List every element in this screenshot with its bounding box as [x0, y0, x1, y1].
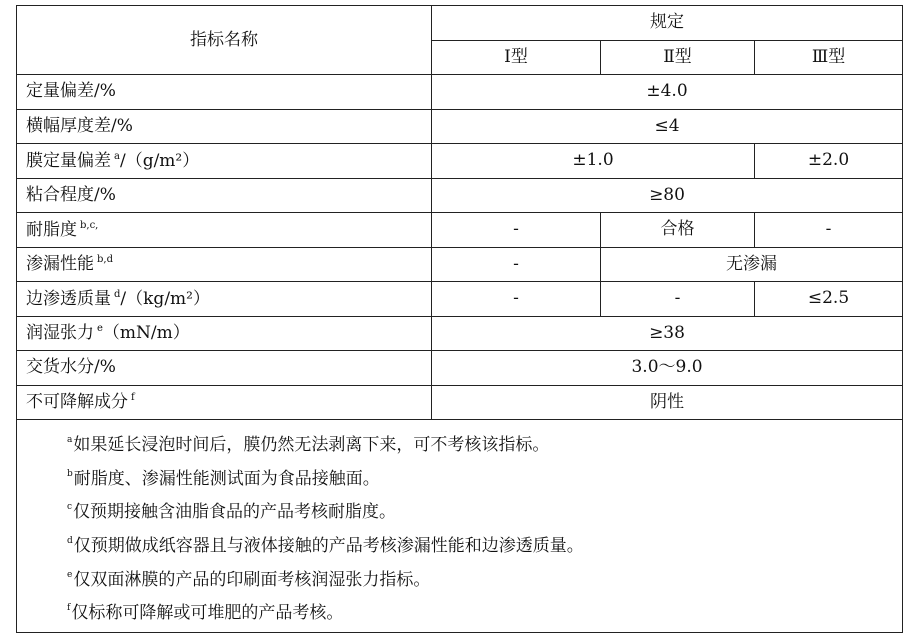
- row-name: 润湿张力: [26, 323, 94, 344]
- footnotes-row: [17, 420, 903, 633]
- row-name: 耐脂度: [26, 219, 77, 240]
- row-name: 边渗透质量: [26, 288, 111, 309]
- row-name-cell: [17, 144, 432, 179]
- row-value: 阴性: [432, 385, 903, 420]
- row-name: 膜定量偏差: [26, 150, 111, 171]
- footnote-mark: a: [67, 435, 73, 445]
- footnote: [67, 592, 902, 626]
- row-name: 不可降解成分: [26, 392, 128, 413]
- row-name-cell: [17, 385, 432, 420]
- footnote-mark: c: [67, 502, 73, 513]
- row-value-type-3: -: [755, 213, 903, 248]
- row-value-type-2: 合格: [601, 213, 755, 248]
- row-value: ≥80: [432, 178, 903, 213]
- table-row: [17, 144, 903, 179]
- row-name-cell: [17, 247, 432, 282]
- row-value: ≤4: [432, 109, 903, 144]
- footnote-mark: d: [67, 536, 73, 547]
- footnote: [67, 525, 902, 559]
- footnote-mark: b: [67, 468, 73, 479]
- footnote-mark: e: [67, 569, 73, 580]
- row-name-cell: [17, 316, 432, 351]
- header-spec-group: 规定: [432, 6, 903, 41]
- header-indicator-name: 指标名称: [17, 6, 432, 75]
- footnote-text: 仅预期接触含油脂食品的产品考核耐脂度。: [73, 502, 397, 523]
- table-row: [17, 247, 903, 282]
- spec-table: [16, 5, 903, 633]
- row-name: 渗漏性能: [26, 254, 94, 275]
- header-type-2: Ⅱ型: [601, 40, 755, 75]
- footnote-text: 如果延长浸泡时间后，膜仍然无法剥离下来，可不考核该指标。: [73, 435, 550, 455]
- footnote-ref: d: [114, 288, 121, 300]
- table-row: [17, 282, 903, 317]
- header-row-1: [17, 6, 903, 41]
- footnote-mark: f: [67, 603, 71, 614]
- footnote: [67, 424, 902, 458]
- row-value: 3.0～9.0: [432, 351, 903, 386]
- table-row: [17, 351, 903, 386]
- header-type-3: Ⅲ型: [755, 40, 903, 75]
- row-value-type-1: -: [432, 213, 601, 248]
- row-value-type-1: -: [432, 247, 601, 282]
- row-unit: /（g/m²）: [119, 150, 200, 171]
- table-row: [17, 109, 903, 144]
- footnote-text: 仅标称可降解或可堆肥的产品考核。: [71, 603, 344, 624]
- row-unit: /（kg/m²）: [120, 288, 210, 309]
- spec-table-container: [16, 5, 903, 633]
- footnote-ref: a: [114, 150, 120, 162]
- row-name-cell: [17, 213, 432, 248]
- table-row: [17, 316, 903, 351]
- row-value-type-2: -: [601, 282, 755, 317]
- row-name: 横幅厚度差/%: [17, 109, 432, 144]
- footnote-text: 仅双面淋膜的产品的印刷面考核润湿张力指标。: [73, 569, 431, 590]
- row-value-type-2-3: 无渗漏: [601, 247, 903, 282]
- footnote-text: 仅预期做成纸容器且与液体接触的产品考核渗漏性能和边渗透质量。: [73, 536, 584, 557]
- footnotes-cell: [17, 420, 903, 633]
- row-unit: （mN/m）: [102, 323, 190, 344]
- row-name: 定量偏差/%: [17, 75, 432, 110]
- footnote-ref: e: [97, 323, 103, 335]
- footnote-ref: b,d: [97, 254, 113, 266]
- row-value-type-1-2: ±1.0: [432, 144, 755, 179]
- footnote: [67, 559, 902, 593]
- footnote: [67, 491, 902, 525]
- row-value: ≥38: [432, 316, 903, 351]
- footnote-ref: b,c,: [80, 219, 99, 231]
- footnote-text: 耐脂度、渗漏性能测试面为食品接触面。: [73, 468, 380, 489]
- table-row: [17, 385, 903, 420]
- row-value: ±4.0: [432, 75, 903, 110]
- row-name: 粘合程度/%: [17, 178, 432, 213]
- row-name: 交货水分/%: [17, 351, 432, 386]
- table-row: [17, 213, 903, 248]
- header-type-1: Ⅰ型: [432, 40, 601, 75]
- row-value-type-3: ≤2.5: [755, 282, 903, 317]
- table-row: [17, 75, 903, 110]
- footnote: [67, 458, 902, 492]
- footnote-ref: f: [131, 392, 135, 404]
- row-name-cell: [17, 282, 432, 317]
- row-value-type-1: -: [432, 282, 601, 317]
- table-row: [17, 178, 903, 213]
- row-value-type-3: ±2.0: [755, 144, 903, 179]
